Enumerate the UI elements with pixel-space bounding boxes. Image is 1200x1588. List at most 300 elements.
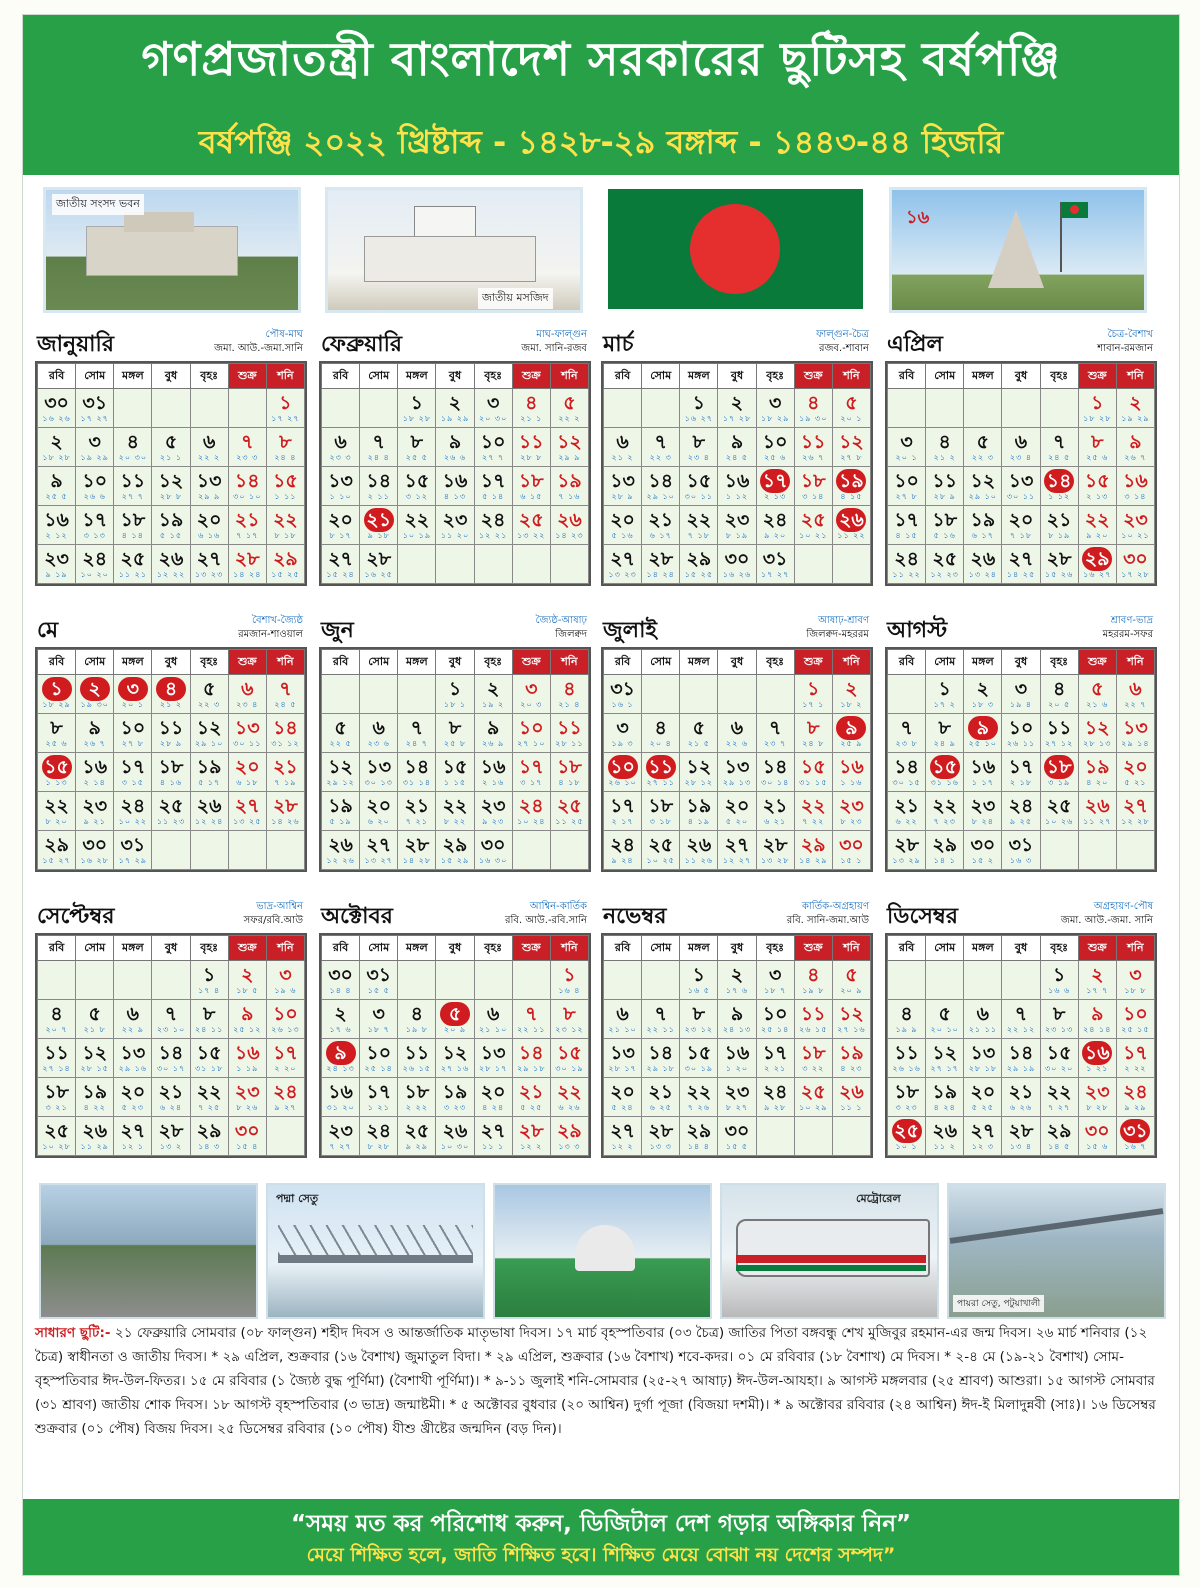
day-number: ৩০ [724, 548, 750, 570]
day-cell [794, 1000, 832, 1039]
bangla-hijri-date: ২১ ১ [159, 453, 183, 462]
weekday-header: মঙ্গল [398, 936, 436, 961]
bangla-hijri-date: ২৪ ৭ [405, 739, 428, 748]
day-number: ২১ [648, 509, 674, 531]
day-number: ২৯ [557, 1120, 582, 1142]
day-cell [266, 389, 304, 428]
week-row [888, 675, 1155, 714]
day-cell [926, 753, 964, 792]
day-number: ৫ [563, 392, 576, 414]
day-cell [604, 1039, 642, 1078]
day-cell [228, 467, 266, 506]
bangla-hijri-date: ৯ ২৮ [764, 1103, 787, 1112]
bangla-hijri-date: ১৬ ৪ [558, 986, 581, 995]
day-number: ১০ [762, 1003, 788, 1025]
day-number: ১৫ [1084, 470, 1110, 492]
bangla-hijri-date: ২৮ ৮ [520, 453, 543, 462]
day-cell [926, 1117, 964, 1156]
day-cell [964, 753, 1002, 792]
day-number: ২৩ [724, 509, 750, 531]
bangla-hijri-date: ২৫ ১২ [233, 1025, 262, 1034]
bangla-hijri-date: ২০ ১০ [930, 1025, 959, 1034]
bangla-hijri-date: ১০ ২০ [80, 570, 109, 579]
bangla-hijri-date: ১৭ ২৮ [1121, 570, 1150, 579]
day-number: ১৩ [120, 1042, 146, 1064]
weekday-header: শনি [832, 650, 870, 675]
page-title: গণপ্রজাতন্ত্রী বাংলাদেশ সরকারের ছুটিসহ বর্ষপঞ্জি [141, 32, 1061, 86]
bangla-hijri-date: ১৫ ২৬ [1044, 570, 1074, 579]
day-number: ৮ [692, 431, 706, 453]
week-row [38, 1078, 305, 1117]
day-cell [38, 428, 76, 467]
bangla-hijri-date: ১৫ ২৯ [440, 856, 470, 865]
day-cell [604, 467, 642, 506]
day-cell [512, 792, 550, 831]
weekday-header: মঙ্গল [680, 936, 718, 961]
day-cell [38, 389, 76, 428]
day-cell [888, 545, 926, 584]
day-number: ৩০ [480, 834, 506, 856]
bangla-hijri-date: ৬ ১৮ [236, 778, 259, 787]
bangla-hijri-date: ২০ ৩০ [478, 414, 508, 423]
day-cell [888, 675, 926, 714]
day-cell [1040, 675, 1078, 714]
page-subtitle: বর্ষপঞ্জি ২০২২ খ্রিষ্টাব্দ - ১৪২৮-২৯ বঙ্গাব্দ - ১৪৪৩-৪৪ হিজরি [198, 123, 1004, 161]
day-cell [1002, 675, 1040, 714]
weekday-header: সোম [642, 364, 680, 389]
bangla-hijri-date: ১৭ ২৭ [80, 414, 109, 423]
day-cell [152, 753, 190, 792]
day-number: ৪ [938, 431, 951, 453]
day-number: ২৭ [366, 834, 392, 856]
day-cell [756, 1000, 794, 1039]
mosque-image [325, 187, 583, 313]
bangla-hijri-date: ১৫ ২ [971, 856, 994, 865]
day-number: ১৩ [196, 470, 222, 492]
day-number: ১৩ [724, 756, 750, 778]
hijri-months-label: সফর/রবি.আউ [243, 915, 303, 926]
day-cell [832, 506, 870, 545]
bangla-hijri-date: ১৪ ৩ [198, 1142, 221, 1151]
bangla-hijri-date: ২৬ ৭ [1124, 453, 1147, 462]
bangla-hijri-date: ১৫ ৬ [1086, 1142, 1109, 1151]
day-cell [114, 675, 152, 714]
bangla-hijri-date: ১ ১৫ [443, 778, 467, 787]
bangla-hijri-date: ১৪ ২৮ [402, 856, 432, 865]
day-cell [832, 1039, 870, 1078]
bangla-hijri-date: ১১ ২৬ [684, 856, 714, 865]
bangla-hijri-date: ২৫ ৮ [443, 739, 467, 748]
bangla-months-label: ভাদ্র-আশ্বিন [256, 901, 303, 912]
bangla-hijri-date: ৭ ১৭ [236, 531, 259, 540]
day-number: ২৭ [120, 1120, 146, 1142]
day-cell [888, 506, 926, 545]
day-number: ৮ [410, 431, 424, 453]
bangla-hijri-date: ২৫ ১৫ [1121, 1025, 1150, 1034]
day-cell [266, 961, 304, 1000]
week-row [604, 753, 871, 792]
weekday-header: বুধ [152, 364, 190, 389]
bangla-hijri-date: ৪ ২০ [1086, 778, 1109, 787]
day-number: ২৮ [234, 548, 260, 570]
weekday-header: বুধ [436, 650, 474, 675]
day-number: ৩ [372, 1003, 385, 1025]
day-number: ২৭ [196, 548, 222, 570]
day-cell [642, 1078, 680, 1117]
day-number: ১১ [646, 755, 676, 779]
holiday-notes [35, 1321, 1167, 1441]
bangla-hijri-date: ১০ ২১ [1121, 531, 1150, 540]
bangla-hijri-date: ১০ ২৮ [42, 1142, 71, 1151]
day-cell [642, 1117, 680, 1156]
bangla-hijri-date: ২৪ ১৪ [1083, 1025, 1112, 1034]
bangla-hijri-date: ২৪ ৪ [274, 453, 297, 462]
day-cell [832, 428, 870, 467]
bangla-hijri-date: ১০ ২৯ [799, 1103, 828, 1112]
week-row [322, 389, 589, 428]
day-cell [152, 1000, 190, 1039]
bangla-hijri-date: ২ ২০ [274, 1064, 297, 1073]
day-cell [964, 831, 1002, 870]
day-cell [512, 467, 550, 506]
day-cell [1116, 831, 1154, 870]
day-number: ২৩ [724, 1081, 750, 1103]
day-number: ২২ [1046, 1081, 1072, 1103]
bangla-hijri-date: ৫ ২৫ [971, 1103, 994, 1112]
day-cell [76, 506, 114, 545]
bangla-hijri-date: ৩০ ১৪ [760, 778, 790, 787]
day-number: ২৫ [518, 509, 544, 531]
day-cell [1078, 467, 1116, 506]
day-cell [756, 467, 794, 506]
day-number: ২১ [273, 756, 298, 778]
day-number: ২৫ [120, 548, 146, 570]
day-number: ২৯ [686, 1120, 712, 1142]
weekday-header: শুক্র [512, 936, 550, 961]
day-cell [322, 1117, 360, 1156]
day-cell [794, 506, 832, 545]
bangla-hijri-date: ১ ২১ [1086, 1064, 1109, 1073]
day-number: ২০ [610, 509, 635, 531]
day-cell [38, 467, 76, 506]
day-cell [718, 961, 756, 1000]
day-cell [152, 389, 190, 428]
day-cell [794, 545, 832, 584]
day-number: ২৭ [610, 1120, 635, 1142]
day-cell [604, 792, 642, 831]
bangla-hijri-date: ১০ ১ [895, 1142, 918, 1151]
bangla-months-label: বৈশাখ-জ্যৈষ্ঠ [251, 615, 303, 626]
month-name: আগস্ট [887, 618, 948, 643]
weekday-header: শুক্র [512, 650, 550, 675]
day-number: ৪ [563, 678, 576, 700]
bangla-hijri-date: ১৫ ২৭ [42, 856, 71, 865]
day-cell [1078, 714, 1116, 753]
bangla-hijri-date: ১৪ ২৪ [233, 570, 262, 579]
bangla-hijri-date: ১১ ২১ [118, 570, 148, 579]
day-cell [832, 753, 870, 792]
week-row [322, 714, 589, 753]
bangla-hijri-date: ৫ ১৬ [611, 531, 634, 540]
day-cell [718, 389, 756, 428]
day-cell [436, 467, 474, 506]
week-row [888, 1078, 1155, 1117]
flag-red-disc [690, 204, 780, 294]
weekday-header: বুধ [1002, 936, 1040, 961]
bangla-hijri-date: ১২ ২৪ [194, 817, 224, 826]
day-number: ১৪ [518, 1042, 544, 1064]
day-cell [756, 1117, 794, 1156]
day-number: ১৪ [762, 756, 788, 778]
day-cell [550, 545, 588, 584]
day-number: ২৭ [724, 834, 750, 856]
day-number: ১৬ [82, 756, 108, 778]
day-number: ১ [410, 392, 424, 414]
bangla-hijri-date: ২৩ ৭ [764, 739, 787, 748]
weekday-header: সোম [642, 936, 680, 961]
day-number: ২৫ [557, 795, 582, 817]
day-number: ১ [1091, 392, 1104, 414]
day-number: ১৭ [518, 756, 544, 778]
day-cell [964, 506, 1002, 545]
bangla-hijri-date: ৩০ ১৫ [892, 778, 921, 787]
day-cell [832, 792, 870, 831]
day-cell [228, 506, 266, 545]
day-cell [794, 389, 832, 428]
bangla-hijri-date: ১৫ ২৪ [326, 570, 355, 579]
bangla-hijri-date: ২৯ ১৯ [1006, 1064, 1036, 1073]
week-row [322, 428, 589, 467]
day-number: ৮ [692, 1003, 706, 1025]
bangla-hijri-date: ২২ ১১ [517, 1025, 546, 1034]
bangla-hijri-date: ২৭ ১৪ [42, 1064, 71, 1073]
bangla-hijri-date: ২২ ২ [558, 414, 581, 423]
day-number: ১২ [158, 470, 184, 492]
bangla-hijri-date: ৭ ১৮ [687, 531, 710, 540]
bangla-hijri-date: ১২ ২৩ [930, 570, 959, 579]
footer-slogan-1: “সময় মত কর পরিশোধ করুন, ডিজিটাল দেশ গড়ার অঙ্গিকার নিন” [290, 1511, 912, 1537]
month-grid [601, 361, 873, 586]
day-cell [436, 1039, 474, 1078]
bangla-hijri-date: ৩০ ১৯ [684, 1064, 714, 1073]
month-name: নভেম্বর [603, 904, 667, 929]
day-number: ৩১ [1120, 1119, 1150, 1143]
day-number: ১ [202, 964, 216, 986]
day-cell [680, 545, 718, 584]
day-cell [1040, 714, 1078, 753]
weekday-header: মঙ্গল [398, 364, 436, 389]
day-cell [926, 792, 964, 831]
day-number: ৬ [202, 431, 216, 453]
day-number: ২৮ [894, 834, 919, 856]
day-number: ২৭ [328, 548, 353, 570]
day-cell [38, 961, 76, 1000]
day-cell [266, 428, 304, 467]
day-cell [550, 1039, 588, 1078]
day-cell [964, 545, 1002, 584]
day-cell [756, 389, 794, 428]
day-number: ১৮ [44, 1081, 69, 1103]
day-number: ৩ [768, 392, 782, 414]
bangla-hijri-date: ১১ ২৫ [555, 817, 584, 826]
day-cell [322, 831, 360, 870]
day-cell [436, 506, 474, 545]
day-number: ১০ [480, 431, 506, 453]
bangla-hijri-date: ৮ ১৭ [329, 531, 352, 540]
bangla-hijri-date: ২৫ ৫ [45, 492, 68, 501]
day-number: ২ [80, 677, 110, 701]
day-number: ২৬ [1084, 795, 1110, 817]
month-name: ডিসেম্বর [887, 904, 958, 929]
bangla-hijri-date: ৩ ১৯ [1048, 778, 1071, 787]
day-cell [360, 714, 398, 753]
bangla-hijri-date: ১৮ ২৯ [42, 700, 71, 709]
day-cell [76, 1117, 114, 1156]
day-cell [1078, 831, 1116, 870]
bangla-hijri-date: ৯ ২৩ [482, 817, 505, 826]
day-number: ২১ [518, 1081, 544, 1103]
day-number: ৫ [334, 717, 347, 739]
day-cell [190, 1117, 228, 1156]
day-cell [76, 1000, 114, 1039]
month-grid [319, 933, 591, 1158]
day-cell [436, 545, 474, 584]
day-number: ২৭ [480, 1120, 506, 1142]
day-cell [266, 506, 304, 545]
day-cell [832, 389, 870, 428]
bangla-hijri-date: ২৬ ৬ [83, 492, 106, 501]
bangla-hijri-date: ৪ ১৪ [121, 531, 144, 540]
day-number: ২৬ [158, 548, 184, 570]
day-cell [794, 675, 832, 714]
day-cell [76, 675, 114, 714]
day-number: ১৩ [1008, 470, 1034, 492]
bangla-hijri-date: ১০ ২৪ [517, 817, 546, 826]
week-row [322, 831, 589, 870]
day-cell [436, 714, 474, 753]
day-cell [1078, 753, 1116, 792]
day-number: ৫ [202, 678, 216, 700]
bangla-hijri-date: ১২ ২১ [478, 531, 508, 540]
day-cell [718, 1117, 756, 1156]
bangla-hijri-date: ২ ১৭ [611, 817, 634, 826]
day-cell [398, 389, 436, 428]
day-number: ২ [730, 964, 744, 986]
day-cell [718, 831, 756, 870]
bangla-hijri-date: ২৫ ৬ [45, 739, 68, 748]
day-cell [604, 753, 642, 792]
week-row [322, 961, 589, 1000]
day-number: ২১ [364, 508, 394, 532]
bangla-hijri-date: ২৫ ১০ [968, 739, 998, 748]
day-number: ১৭ [894, 509, 919, 531]
bangla-hijri-date: ১১ ২৯ [80, 1142, 109, 1151]
day-cell [1078, 545, 1116, 584]
weekday-header: মঙ্গল [114, 936, 152, 961]
day-number: ৬ [126, 1003, 140, 1025]
day-number: ২৬ [328, 834, 353, 856]
day-cell [1002, 545, 1040, 584]
bangla-hijri-date: ২৮ ৯ [611, 492, 634, 501]
bangla-hijri-date: ২৪ ৮ [802, 739, 825, 748]
bangla-hijri-date: ২০ ৪ [649, 739, 672, 748]
bangla-hijri-date: ৯ ১৮ [367, 531, 390, 540]
day-cell [794, 792, 832, 831]
weekday-header: বুধ [718, 936, 756, 961]
day-cell [190, 467, 228, 506]
day-cell [964, 961, 1002, 1000]
day-cell [398, 961, 436, 1000]
day-number: ৪ [900, 1003, 913, 1025]
day-number: ১২ [82, 1042, 108, 1064]
bangla-hijri-date: ১৬ ৩০ [478, 856, 508, 865]
bangla-hijri-date: ৮ ২৬ [236, 1103, 259, 1112]
bangla-hijri-date: ১৮ ২৮ [42, 453, 71, 462]
day-cell [76, 545, 114, 584]
day-number: ১০ [366, 1042, 392, 1064]
day-number: ১৭ [120, 756, 146, 778]
weekday-header: বুধ [1002, 364, 1040, 389]
bangla-hijri-date: ৩ ১৪ [802, 492, 825, 501]
day-number: ৬ [1129, 678, 1142, 700]
hijri-months-label: জমা. সানি-রজব [521, 343, 587, 354]
footer-slogan-2: মেয়ে শিক্ষিত হলে, জাতি শিক্ষিত হবে। শিক্ষিত মেয়ে বোঝা নয় দেশের সম্পদ” [306, 1544, 896, 1566]
day-cell [322, 714, 360, 753]
day-cell [360, 1000, 398, 1039]
day-cell [1116, 428, 1154, 467]
day-number: ২৪ [120, 795, 146, 817]
day-number: ৩ [1129, 964, 1142, 986]
bangladesh-flag [608, 189, 863, 309]
day-number: ১৯ [839, 1042, 864, 1064]
week-row [604, 961, 871, 1000]
day-number: ৮ [202, 1003, 216, 1025]
bangla-hijri-date: ৮ ২৮ [367, 1142, 390, 1151]
day-cell [266, 1039, 304, 1078]
bangla-hijri-date: ১২ ২২ [156, 570, 186, 579]
weekday-header: রবি [322, 650, 360, 675]
day-number: ২ [334, 1003, 347, 1025]
day-cell [512, 1000, 550, 1039]
bangla-hijri-date: ২৭ ১২ [1044, 739, 1074, 748]
month-grid [35, 361, 307, 586]
bangla-hijri-date: ৩ ১৫ [121, 778, 144, 787]
hijri-months-label: রজব.-শাবান [818, 343, 869, 354]
day-cell [322, 428, 360, 467]
bangla-hijri-date: ২৯ ১০ [194, 739, 224, 748]
day-cell [794, 467, 832, 506]
bangla-hijri-date: ২০ ১ [121, 700, 144, 709]
bangla-hijri-date: ৬ ১৬ [198, 531, 221, 540]
day-number: ১৩ [366, 756, 392, 778]
day-number: ১ [563, 964, 576, 986]
day-cell [794, 1039, 832, 1078]
day-cell [398, 1117, 436, 1156]
bangla-hijri-date: ২৭ ৮ [840, 453, 863, 462]
weekday-header: বৃহঃ [756, 364, 794, 389]
day-number: ১৮ [648, 795, 674, 817]
day-number: ৯ [1091, 1003, 1104, 1025]
bangla-hijri-date: ৩০ ১১ [1006, 492, 1036, 501]
bangla-hijri-date: ২৫ ১৪ [760, 1025, 790, 1034]
day-cell [832, 714, 870, 753]
day-number: ৯ [448, 431, 462, 453]
bangla-hijri-date: ২ ১৪ [83, 778, 106, 787]
memorial-caption: ১৬ [906, 207, 930, 228]
bangla-hijri-date: ২৪ ১৩ [326, 1064, 355, 1073]
month-name: ফেব্রুয়ারি [321, 332, 403, 357]
bangla-hijri-date: ১৯ ২৯ [1121, 414, 1150, 423]
